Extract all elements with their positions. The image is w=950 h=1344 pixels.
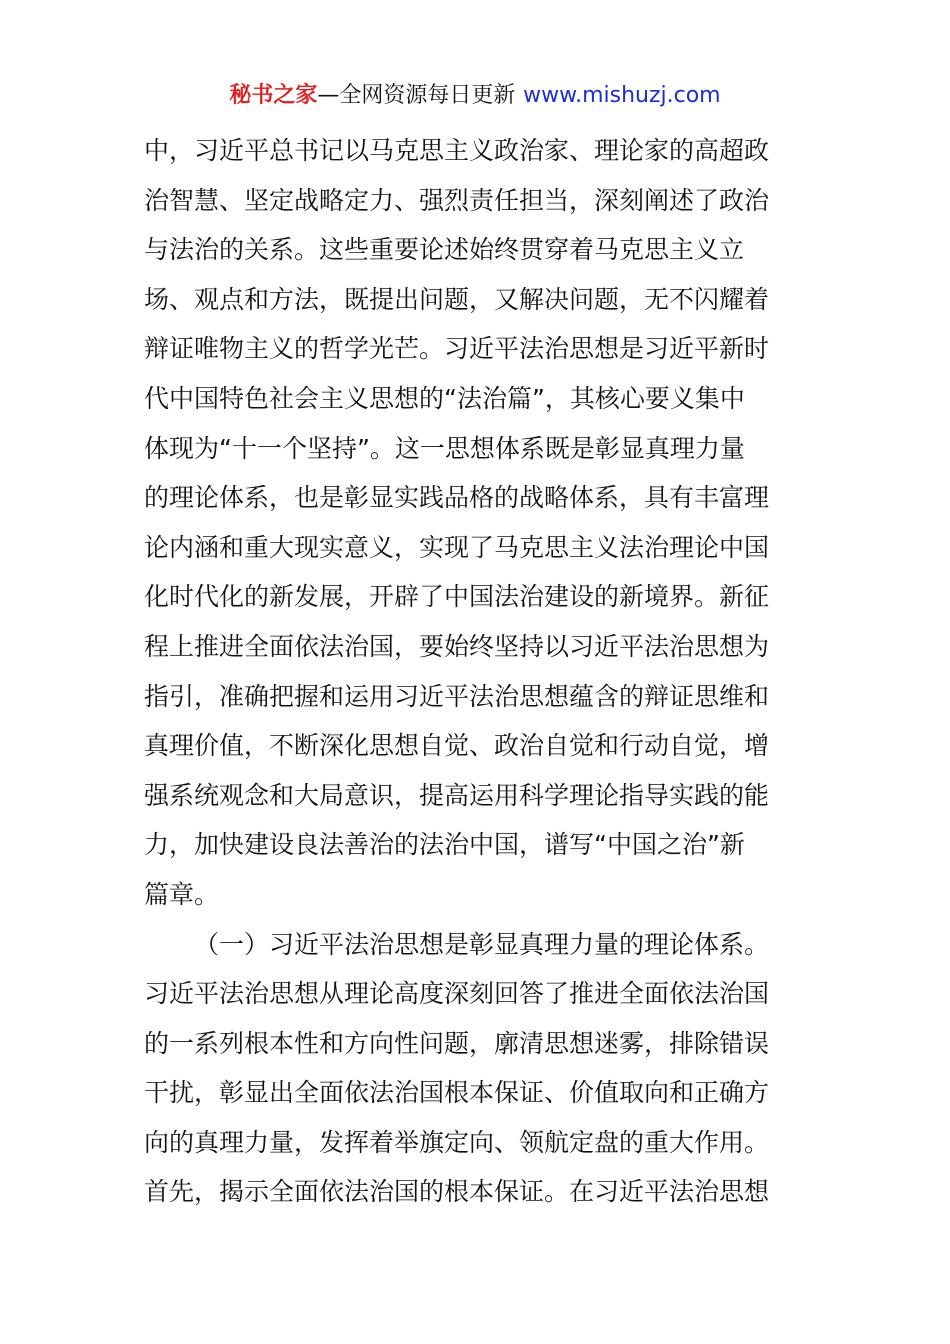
site-brand: 秘书之家	[229, 83, 318, 108]
text-line: 强系统观念和大局意识，提高运用科学理论指导实践的能	[144, 780, 770, 810]
text-line: 化时代化的新发展，开辟了中国法治建设的新境界。新征	[144, 582, 770, 612]
text-line: 习近平法治思想从理论高度深刻回答了推进全面依法治国	[144, 979, 770, 1009]
text-line: 辩证唯物主义的哲学光芒。习近平法治思想是习近平新时	[144, 334, 770, 364]
text-line: 治智慧、坚定战略定力、强烈责任担当，深刻阐述了政治	[144, 185, 770, 215]
site-url[interactable]: www.mishuzj.com	[523, 83, 721, 108]
page-header	[0, 80, 950, 112]
text-line: 首先，揭示全面依法治国的根本保证。在习近平法治思想	[144, 1177, 770, 1207]
text-line: 程上推进全面依法治国，要始终坚持以习近平法治思想为	[144, 631, 770, 661]
text-line: 真理价值，不断深化思想自觉、政治自觉和行动自觉，增	[144, 731, 770, 761]
text-line: 代中国特色社会主义思想的“法治篇”，其核心要义集中	[144, 383, 745, 413]
text-line: 的一系列根本性和方向性问题，廓清思想迷雾，排除错误	[144, 1028, 770, 1058]
document-body	[144, 126, 808, 1217]
text-line: 与法治的关系。这些重要论述始终贯穿着马克思主义立	[144, 235, 745, 265]
site-tagline: —全网资源每日更新	[317, 83, 516, 108]
text-line: 体现为“十一个坚持”。这一思想体系既是彰显真理力量	[144, 433, 745, 463]
text-line: 中，习近平总书记以马克思主义政治家、理论家的高超政	[144, 136, 770, 165]
text-line: 论内涵和重大现实意义，实现了马克思主义法治理论中国	[144, 532, 770, 562]
text-line: 指引，准确把握和运用习近平法治思想蕴含的辩证思维和	[144, 681, 770, 711]
text-line: 的理论体系，也是彰显实践品格的战略体系，具有丰富理	[144, 483, 770, 513]
text-line: 篇章。	[144, 879, 220, 909]
section-heading: （一）习近平法治思想是彰显真理力量的理论体系。	[194, 929, 770, 959]
text-line: 干扰，彰显出全面依法治国根本保证、价值取向和正确方	[144, 1078, 770, 1108]
text-line: 场、观点和方法，既提出问题，又解决问题，无不闪耀着	[144, 284, 770, 314]
text-line: 力，加快建设良法善治的法治中国，谱写“中国之治”新	[144, 830, 745, 860]
text-line: 向的真理力量，发挥着举旗定向、领航定盘的重大作用。	[144, 1127, 770, 1157]
